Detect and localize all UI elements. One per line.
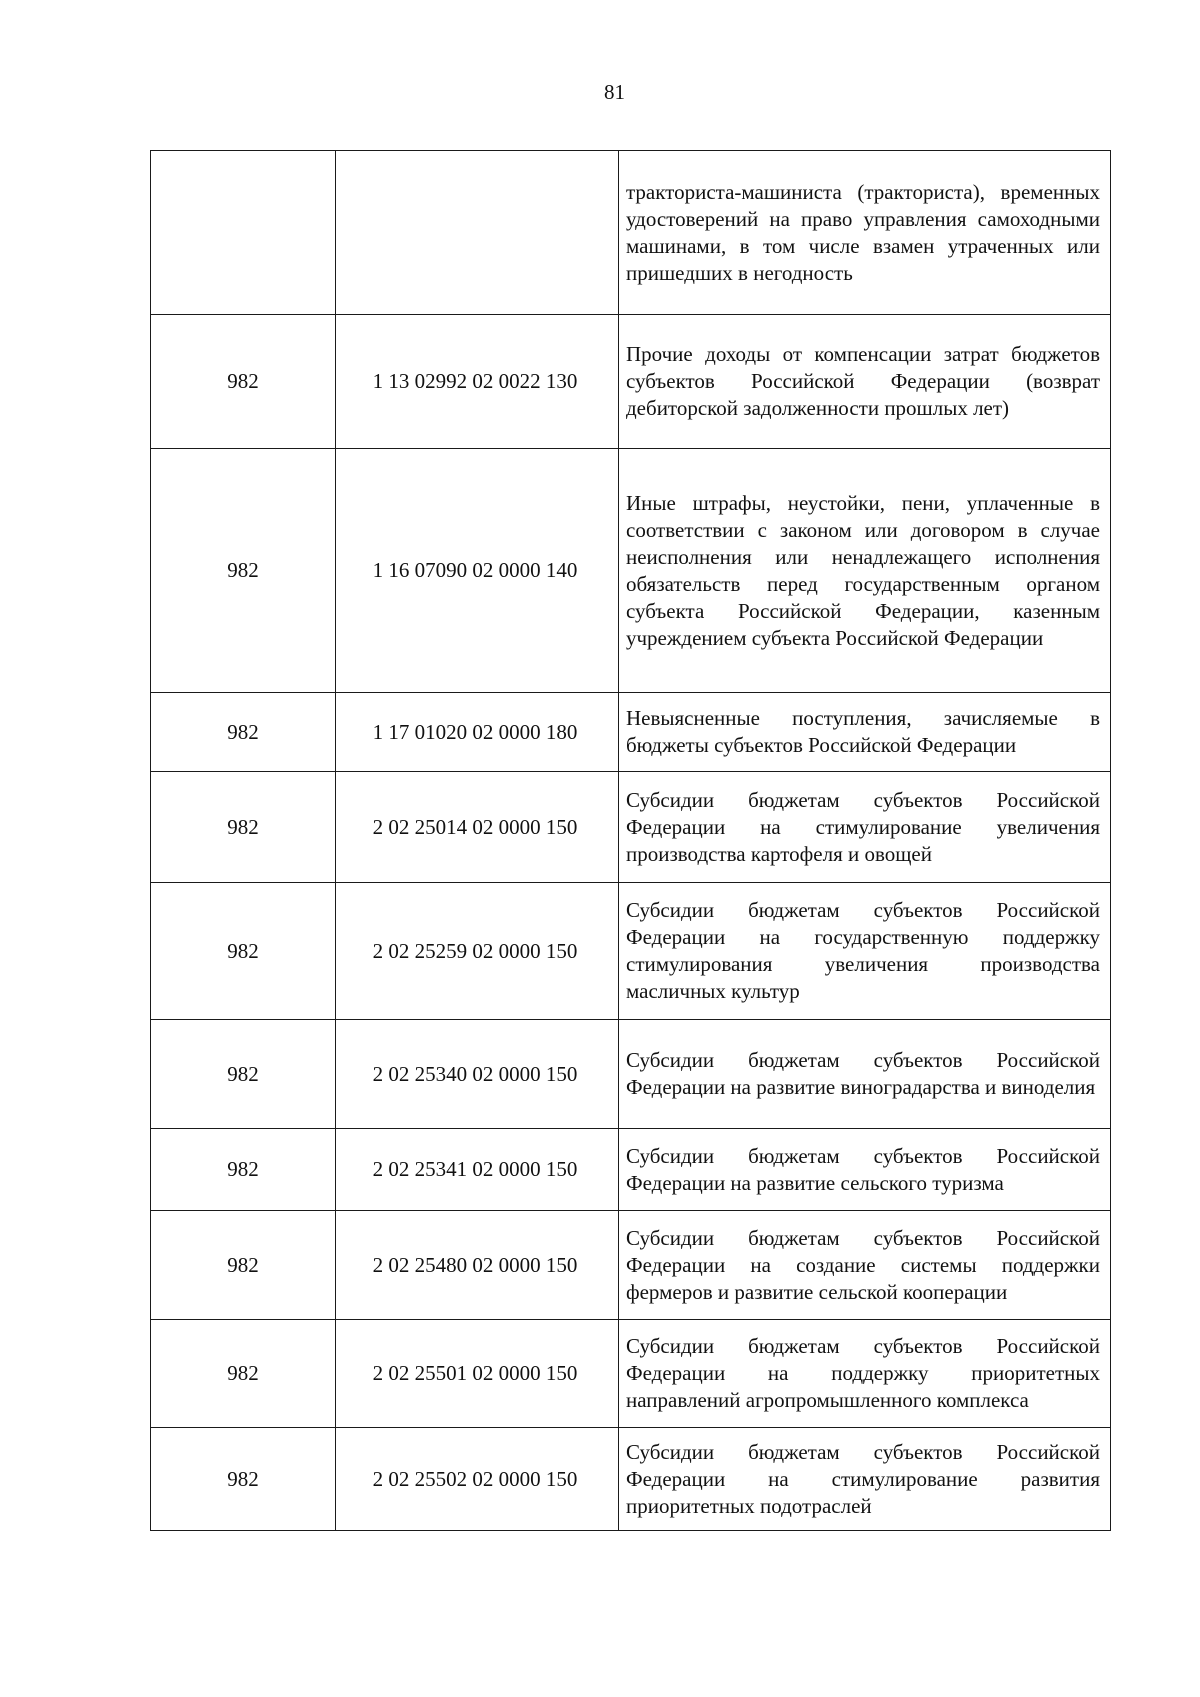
table-row: [151, 1428, 1111, 1531]
admin-code-cell: [151, 151, 336, 315]
admin-code-cell: 982: [151, 772, 336, 883]
revenue-code-cell: 2 02 25259 02 0000 150: [336, 883, 619, 1020]
table-row: [151, 1129, 1111, 1211]
admin-code-cell: 982: [151, 1320, 336, 1428]
budget-revenue-table: [150, 150, 1111, 1531]
revenue-code-cell: 2 02 25340 02 0000 150: [336, 1020, 619, 1129]
table-row: [151, 1320, 1111, 1428]
revenue-name-cell: Иные штрафы, неустойки, пени, уплаченные в соответствии с законом или договором в случае неисполнения или ненадлежащего исполнения обязательств перед государственным органом субъекта Российской Федерации, казенным учреждением субъекта Российской Федерации: [619, 449, 1111, 693]
admin-code-cell: 982: [151, 1129, 336, 1211]
admin-code-cell: 982: [151, 883, 336, 1020]
revenue-code-cell: 2 02 25014 02 0000 150: [336, 772, 619, 883]
revenue-code-cell: 1 16 07090 02 0000 140: [336, 449, 619, 693]
revenue-code-cell: 2 02 25480 02 0000 150: [336, 1211, 619, 1320]
revenue-name-cell: тракториста-машиниста (тракториста), временных удостоверений на право управления самоходными машинами, в том числе взамен утраченных или пришедших в негодность: [619, 151, 1111, 315]
revenue-name-cell: Субсидии бюджетам субъектов Российской Федерации на государственную поддержку стимулирования увеличения производства масличных культур: [619, 883, 1111, 1020]
table-row: [151, 883, 1111, 1020]
revenue-code-cell: 1 13 02992 02 0022 130: [336, 315, 619, 449]
admin-code-cell: 982: [151, 1428, 336, 1531]
revenue-name-cell: Субсидии бюджетам субъектов Российской Федерации на развитие сельского туризма: [619, 1129, 1111, 1211]
table-row: [151, 449, 1111, 693]
revenue-name-cell: Невыясненные поступления, зачисляемые в бюджеты субъектов Российской Федерации: [619, 693, 1111, 772]
table-row: [151, 772, 1111, 883]
revenue-name-cell: Субсидии бюджетам субъектов Российской Федерации на поддержку приоритетных направлений агропромышленного комплекса: [619, 1320, 1111, 1428]
admin-code-cell: 982: [151, 693, 336, 772]
table-row: [151, 693, 1111, 772]
revenue-name-cell: Субсидии бюджетам субъектов Российской Федерации на создание системы поддержки фермеров и развитие сельской кооперации: [619, 1211, 1111, 1320]
page-number: 81: [604, 80, 625, 104]
admin-code-cell: 982: [151, 315, 336, 449]
table-row: [151, 315, 1111, 449]
table-row: [151, 151, 1111, 315]
revenue-code-cell: 2 02 25502 02 0000 150: [336, 1428, 619, 1531]
revenue-name-cell: Субсидии бюджетам субъектов Российской Федерации на развитие виноградарства и виноделия: [619, 1020, 1111, 1129]
revenue-code-cell: 1 17 01020 02 0000 180: [336, 693, 619, 772]
admin-code-cell: 982: [151, 1211, 336, 1320]
revenue-name-cell: Прочие доходы от компенсации затрат бюджетов субъектов Российской Федерации (возврат дебиторской задолженности прошлых лет): [619, 315, 1111, 449]
revenue-code-cell: [336, 151, 619, 315]
revenue-name-cell: Субсидии бюджетам субъектов Российской Федерации на стимулирование развития приоритетных подотраслей: [619, 1428, 1111, 1531]
revenue-code-cell: 2 02 25341 02 0000 150: [336, 1129, 619, 1211]
revenue-code-cell: 2 02 25501 02 0000 150: [336, 1320, 619, 1428]
table-row: [151, 1211, 1111, 1320]
revenue-name-cell: Субсидии бюджетам субъектов Российской Федерации на стимулирование увеличения производства картофеля и овощей: [619, 772, 1111, 883]
table-row: [151, 1020, 1111, 1129]
admin-code-cell: 982: [151, 1020, 336, 1129]
admin-code-cell: 982: [151, 449, 336, 693]
